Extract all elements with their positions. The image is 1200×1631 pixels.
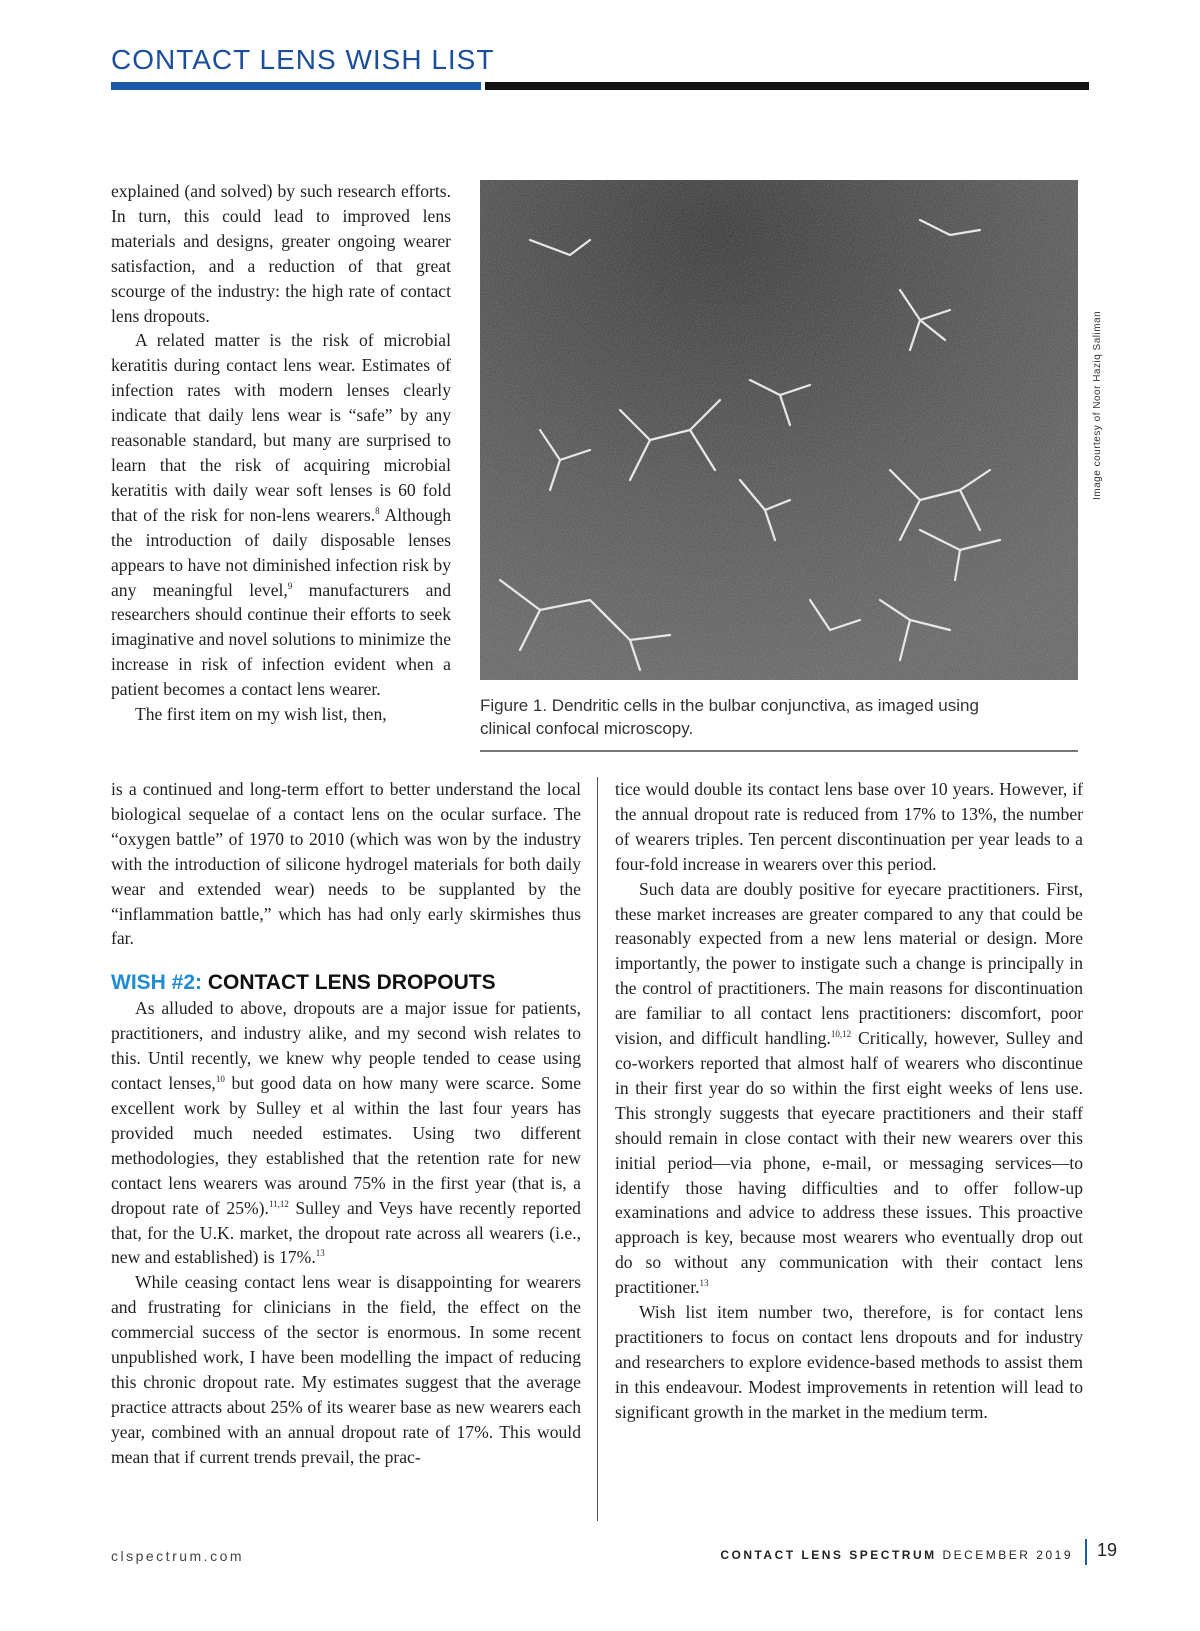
- column-1-lower: [111, 777, 581, 1470]
- reference-mark: 10,12: [830, 1029, 852, 1040]
- paragraph: [615, 877, 1083, 1300]
- wish-number: WISH #2:: [111, 971, 203, 995]
- wish-heading: [111, 969, 581, 996]
- paragraph: [111, 328, 451, 702]
- text-run: A related matter is the risk of microbial keratitis during contact lens wear. Estimates of infection rates with modern lenses clearly indicate that daily lens wear is “safe” by any reasonable standard, but many are surprised to learn that the risk of acquiring microbial keratitis with daily wear soft lenses is 60 fold that of the risk for non-lens wearers.: [111, 330, 451, 525]
- issue-date: DECEMBER 2019: [942, 1548, 1073, 1562]
- reference-mark: 13: [699, 1278, 709, 1289]
- figure-caption: [480, 694, 1080, 740]
- paragraph: is a continued and long-term effort to better understand the local biological sequelae of a contact lens on the ocular surface. The “oxygen battle” of 1970 to 2010 (which was won by the industry with the introduction of silicone hydrogel materials for both daily wear and extended wear) needs to be supplanted by the “inflammation battle,” which has had only early skirmishes thus far.: [111, 779, 581, 949]
- paragraph: While ceasing contact lens wear is disappointing for wearers and frustrating for clinicians in the field, the effect on the commercial success of the sector is enormous. In some recent unpublished work, I have been modelling the impact of reducing this chronic dropout rate. My estimates suggest that the average practice attracts about 25% of its wearer base as new wearers each year, combined with an annual dropout rate of 17%. This would mean that if current trends prevail, the prac-: [111, 1272, 581, 1467]
- caption-rule: [480, 750, 1078, 752]
- footer-divider: [1085, 1539, 1087, 1565]
- column-1-upper: [111, 179, 451, 727]
- caption-line-2: clinical confocal microscopy.: [480, 719, 694, 738]
- text-run: manufacturers and researchers should continue their efforts to seek imaginative and novel solutions to minimize the increase in risk of infection evident when a patient becomes a contact lens wearer.: [111, 579, 451, 700]
- reference-mark: 11,12: [268, 1198, 289, 1209]
- paragraph: The first item on my wish list, then,: [135, 704, 387, 725]
- paragraph: [111, 996, 581, 1270]
- caption-line-1: Figure 1. Dendritic cells in the bulbar conjunctiva, as imaged using: [480, 696, 979, 715]
- footer-website: clspectrum.com: [111, 1548, 245, 1564]
- column-2: [615, 777, 1083, 1425]
- wish-title: CONTACT LENS DROPOUTS: [207, 971, 496, 995]
- reference-mark: 9: [287, 580, 293, 591]
- text-run: Such data are doubly positive for eyecare practitioners. First, these market increases are greater compared to any that could be reasonably expected from a new lens material or design. More importantly, the power to instigate such a change is principally in the control of practitioners. The main reasons for discontinuation are familiar to all contact lens practitioners: discomfort, poor vision, and difficult handling.: [615, 878, 1083, 1049]
- text-run: Sulley and Veys have recently reported that, for the U.K. market, the dropout rate across all wearers (i.e., new and established) is 17%.: [111, 1197, 581, 1268]
- reference-mark: 8: [375, 505, 380, 516]
- text-run: Although the introduction of daily disposable lenses appears to have not diminished infection risk by any meaningful level,: [111, 504, 451, 600]
- text-run: As alluded to above, dropouts are a major issue for patients, practitioners, and industry alike, and my second wish relates to this. Until recently, we knew why people tended to cease using contact lenses,: [111, 998, 581, 1094]
- footer-publication: [720, 1548, 1073, 1562]
- reference-mark: 13: [315, 1248, 325, 1259]
- text-run: Critically, however, Sulley and co-workers reported that almost half of wearers who discontinue in their first year do so within the first eight weeks of lens use. This strongly suggests that eyecare practitioners and their staff should remain in close contact with their new wearers over this initial period—via phone, e-mail, or messaging services—to identify those having difficulties and to offer follow-up examinations and advice to address these issues. This proactive approach is key, because most wearers who eventually drop out do so without any communication with their contact lens practitioner.: [615, 1028, 1083, 1298]
- reference-mark: 10: [215, 1074, 225, 1085]
- section-title: CONTACT LENS WISH LIST: [111, 44, 495, 75]
- paragraph: explained (and solved) by such research efforts. In turn, this could lead to improved lens materials and designs, greater ongoing wearer satisfaction, and a reduction of that great scourge of the industry: the high rate of contact lens dropouts.: [111, 181, 451, 326]
- paragraph: Wish list item number two, therefore, is for contact lens practitioners to focus on contact lens dropouts and for industry and researchers to explore evidence-based methods to assist them in this endeavour. Modest improvements in retention will lead to significant growth in the market in the medium term.: [615, 1302, 1083, 1422]
- figure-micrograph: [480, 180, 1078, 680]
- paragraph: tice would double its contact lens base over 10 years. However, if the annual dropout rate is reduced from 17% to 13%, the number of wearers triples. Ten percent discontinuation per year leads to a four-fold increase in wearers over this period.: [615, 779, 1083, 874]
- image-credit: Image courtesy of Noor Haziq Saliman: [1092, 310, 1103, 500]
- magazine-name: CONTACT LENS SPECTRUM: [720, 1548, 937, 1562]
- header-rule-black: [485, 82, 1089, 90]
- page-number: 19: [1097, 1540, 1118, 1560]
- header-rule-blue: [111, 82, 481, 90]
- text-run: but good data on how many were scarce. Some excellent work by Sulley et al within the last four years has provided much needed estimates. Using two different methodologies, they established that the retention rate for new contact lens wearers was around 75% in the first year (that is, a dropout rate of 25%).: [111, 1073, 582, 1218]
- column-divider: [597, 777, 598, 1521]
- micrograph-image: [480, 180, 1078, 680]
